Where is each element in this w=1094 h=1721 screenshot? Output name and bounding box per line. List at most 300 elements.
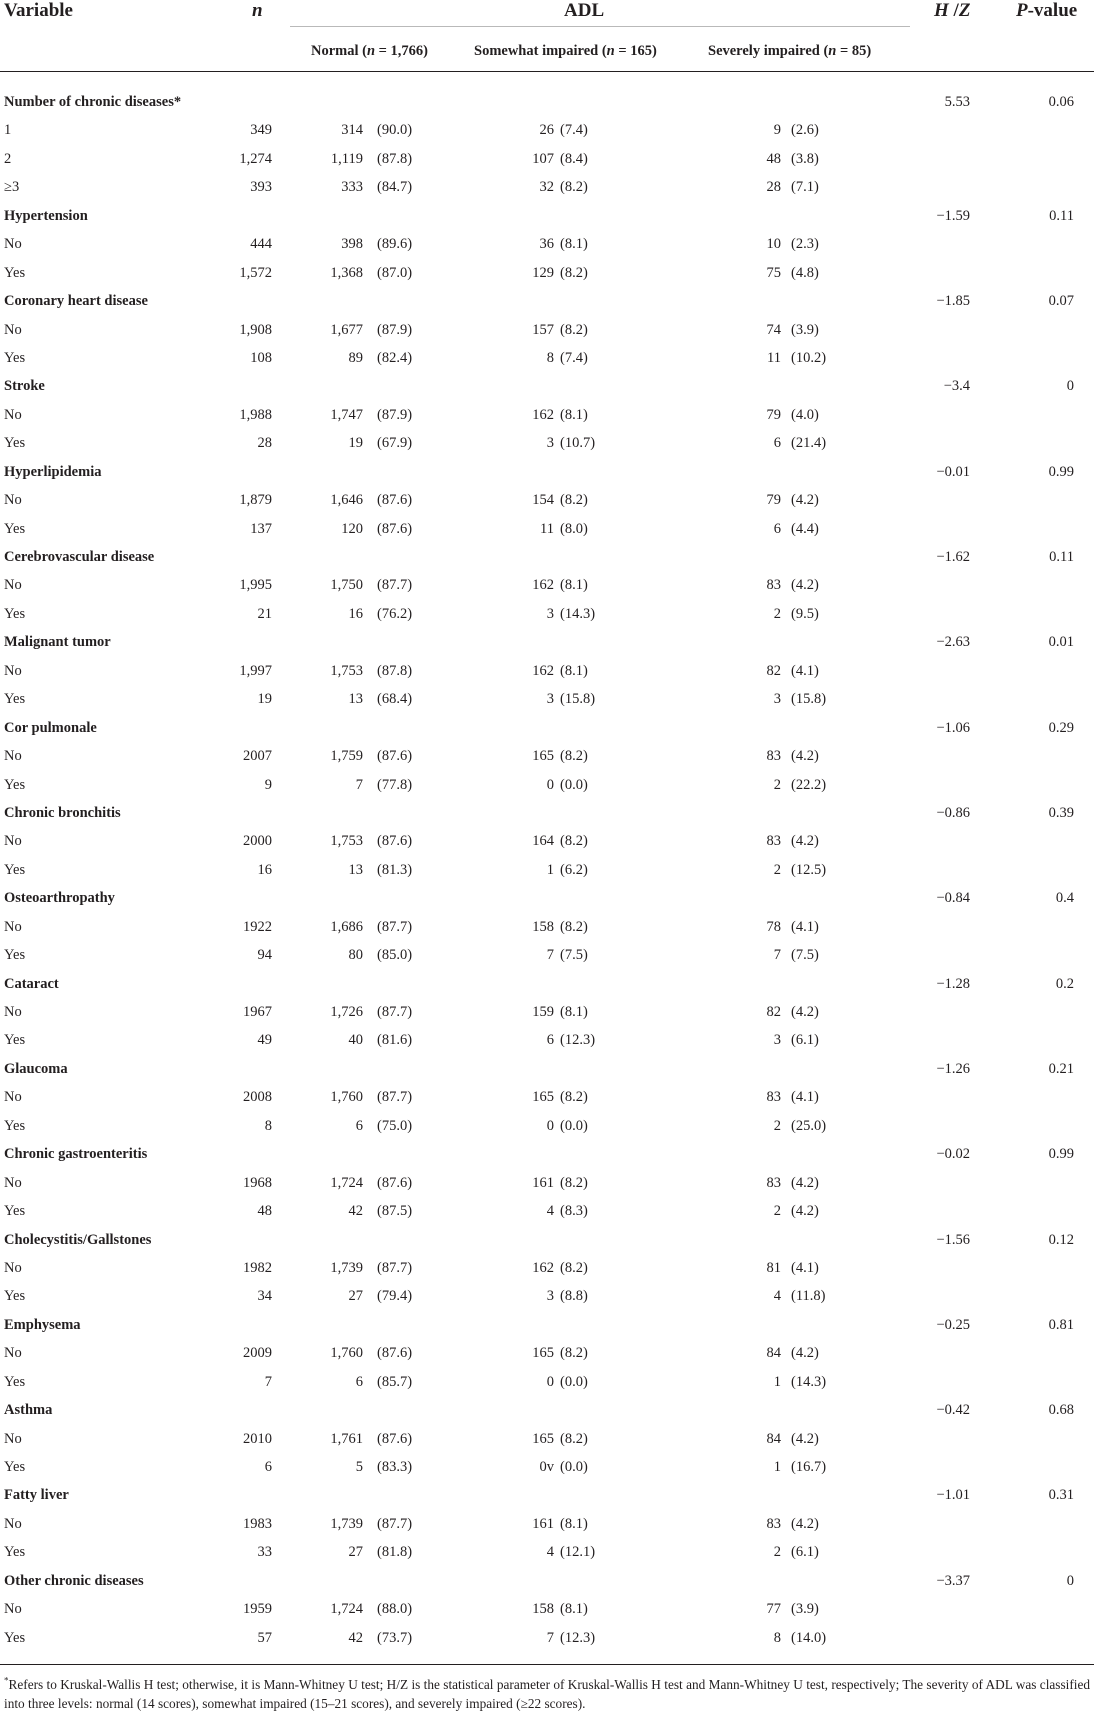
group-hz: −0.25 (936, 1316, 970, 1333)
row-normal-pct: (87.7) (377, 1089, 413, 1106)
table-row (0, 856, 1094, 884)
group-p-value: 0.2 (1055, 975, 1074, 992)
table-row (0, 116, 1094, 144)
row-normal-pct: (68.4) (377, 691, 413, 708)
row-n: 1,572 (239, 264, 272, 281)
row-severe-pct: (2.3) (791, 236, 819, 253)
row-label: No (4, 577, 22, 594)
row-somewhat-pct: (0.0) (560, 1117, 588, 1134)
row-somewhat-pct: (8.2) (560, 1174, 588, 1191)
row-somewhat-pct: (8.8) (560, 1288, 588, 1305)
row-severe-pct: (2.6) (791, 122, 819, 139)
row-normal-count: 1,724 (330, 1174, 363, 1191)
table-row (0, 1254, 1094, 1282)
row-severe-count: 3 (773, 691, 781, 708)
row-label: Yes (4, 1203, 26, 1220)
row-n: 1982 (243, 1259, 272, 1276)
footnote-text: Refers to Kruskal-Wallis H test; otherwise, it is Mann-Whitney U test; H/Z is the statistical parameter of Kruskal-Wallis H test and Mann-Whitney U test, respectively; The severity of ADL was classified into three levels: normal (14 scores), somewhat impaired (15–21 scores), and severely impaired (≥22 scores). (4, 1677, 1090, 1711)
group-p-value: 0.4 (1055, 890, 1074, 907)
header-normal-post: = 1,766) (375, 43, 429, 59)
row-normal-count: 333 (341, 179, 363, 196)
row-normal-pct: (87.6) (377, 748, 413, 765)
row-somewhat-pct: (6.2) (560, 861, 588, 878)
row-normal-count: 1,646 (330, 492, 363, 509)
row-severe-count: 2 (773, 1117, 781, 1134)
table-group-row (0, 884, 1094, 912)
row-somewhat-pct: (8.2) (560, 1345, 588, 1362)
table-group-row (0, 543, 1094, 571)
row-severe-count: 82 (766, 662, 781, 679)
table-row (0, 316, 1094, 344)
row-label: Yes (4, 776, 26, 793)
header-normal-n: n (366, 43, 376, 59)
row-severe-count: 84 (766, 1345, 781, 1362)
row-label: Yes (4, 605, 26, 622)
header-hz-z: Z (958, 0, 971, 21)
row-severe-pct: (4.2) (791, 1430, 819, 1447)
row-severe-pct: (25.0) (791, 1117, 827, 1134)
row-normal-count: 1,739 (330, 1259, 363, 1276)
row-somewhat-count: 161 (532, 1515, 554, 1532)
row-somewhat-pct: (12.1) (560, 1544, 596, 1561)
row-severe-count: 28 (766, 179, 781, 196)
row-label: No (4, 662, 22, 679)
row-somewhat-pct: (8.2) (560, 833, 588, 850)
table-row (0, 1595, 1094, 1623)
row-severe-count: 4 (773, 1288, 781, 1305)
row-n: 1,274 (239, 150, 272, 167)
row-severe-count: 10 (766, 236, 781, 253)
row-severe-pct: (3.9) (791, 321, 819, 338)
row-somewhat-pct: (7.4) (560, 349, 588, 366)
row-normal-count: 1,760 (330, 1089, 363, 1106)
row-somewhat-count: 158 (532, 1601, 554, 1618)
row-somewhat-pct: (8.4) (560, 150, 588, 167)
table-row (0, 173, 1094, 201)
table-body (0, 88, 1094, 1652)
row-somewhat-pct: (14.3) (560, 605, 596, 622)
row-normal-count: 1,753 (330, 833, 363, 850)
row-label: No (4, 833, 22, 850)
row-somewhat-pct: (8.2) (560, 492, 588, 509)
row-severe-count: 83 (766, 577, 781, 594)
row-label: Yes (4, 947, 26, 964)
row-somewhat-count: 3 (546, 1288, 554, 1305)
row-normal-count: 6 (355, 1117, 363, 1134)
row-severe-pct: (21.4) (791, 435, 827, 452)
row-severe-count: 48 (766, 150, 781, 167)
group-p-value: 0.31 (1048, 1487, 1074, 1504)
row-n: 393 (250, 179, 272, 196)
row-severe-pct: (4.2) (791, 833, 819, 850)
row-label: Yes (4, 1629, 26, 1646)
row-normal-pct: (87.5) (377, 1203, 413, 1220)
row-severe-count: 83 (766, 1089, 781, 1106)
row-n: 33 (257, 1544, 272, 1561)
table-row (0, 1197, 1094, 1225)
row-n: 349 (250, 122, 272, 139)
row-severe-pct: (4.0) (791, 406, 819, 423)
row-severe-pct: (4.2) (791, 1515, 819, 1532)
row-somewhat-pct: (12.3) (560, 1629, 596, 1646)
table-row (0, 571, 1094, 599)
row-label: 1 (4, 122, 12, 139)
row-normal-count: 5 (355, 1459, 363, 1475)
row-label: No (4, 1089, 22, 1106)
row-severe-pct: (14.0) (791, 1629, 827, 1646)
row-normal-pct: (87.6) (377, 1174, 413, 1191)
row-severe-pct: (4.8) (791, 264, 819, 281)
row-severe-pct: (15.8) (791, 691, 827, 708)
row-n: 94 (257, 947, 272, 964)
row-normal-pct: (83.3) (377, 1459, 413, 1475)
row-severe-pct: (3.8) (791, 150, 819, 167)
row-normal-count: 120 (341, 520, 363, 537)
group-p-value: 0.07 (1048, 293, 1074, 310)
group-hz: −0.42 (936, 1402, 970, 1419)
row-somewhat-count: 0 (546, 1117, 554, 1134)
group-p-value: 0.21 (1048, 1060, 1074, 1077)
row-label: 2 (4, 150, 12, 167)
table-group-row (0, 1140, 1094, 1168)
row-normal-count: 42 (348, 1629, 363, 1646)
row-somewhat-count: 164 (532, 833, 554, 850)
row-somewhat-pct: (8.2) (560, 1259, 588, 1276)
row-severe-count: 9 (773, 122, 781, 139)
row-n: 2010 (243, 1430, 272, 1447)
row-normal-pct: (87.6) (377, 833, 413, 850)
row-n: 6 (264, 1459, 272, 1475)
group-p-value: 0.11 (1049, 207, 1074, 224)
header-variable: Variable (4, 0, 73, 21)
row-somewhat-count: 0 (546, 776, 554, 793)
table-group-row (0, 202, 1094, 230)
row-normal-pct: (81.3) (377, 861, 413, 878)
table-row (0, 657, 1094, 685)
table-row (0, 600, 1094, 628)
row-somewhat-count: 157 (532, 321, 554, 338)
group-label: Cor pulmonale (4, 719, 97, 736)
row-normal-count: 1,750 (330, 577, 363, 594)
row-n: 1,908 (239, 321, 272, 338)
row-somewhat-pct: (15.8) (560, 691, 596, 708)
row-n: 137 (250, 520, 272, 537)
group-label: Cerebrovascular disease (4, 549, 155, 565)
header-hz (934, 0, 970, 22)
row-severe-count: 83 (766, 1515, 781, 1532)
row-n: 1959 (243, 1601, 272, 1618)
row-severe-pct: (4.2) (791, 1203, 819, 1220)
row-severe-pct: (12.5) (791, 861, 827, 878)
row-severe-count: 11 (767, 349, 781, 366)
row-somewhat-pct: (8.3) (560, 1203, 588, 1220)
row-severe-pct: (4.2) (791, 1174, 819, 1191)
group-hz: −0.02 (936, 1146, 970, 1163)
row-normal-count: 13 (348, 691, 363, 708)
row-normal-count: 16 (348, 605, 363, 622)
table-group-row (0, 714, 1094, 742)
table-row (0, 1083, 1094, 1111)
row-severe-count: 2 (773, 1544, 781, 1561)
row-n: 9 (264, 776, 272, 793)
row-n: 1,995 (239, 577, 272, 594)
row-severe-pct: (4.1) (791, 1259, 819, 1276)
row-somewhat-count: 165 (532, 1430, 554, 1447)
row-severe-count: 7 (773, 947, 781, 964)
group-label: Glaucoma (4, 1060, 68, 1077)
group-label: Coronary heart disease (4, 293, 148, 310)
table-group-row (0, 799, 1094, 827)
header-severe-pre: Severely impaired ( (708, 43, 829, 59)
row-somewhat-count: 0v (539, 1459, 554, 1475)
group-label: Malignant tumor (4, 634, 111, 651)
header-somewhat-impaired (474, 42, 657, 60)
group-p-value: 0.11 (1049, 549, 1074, 565)
group-label: Chronic bronchitis (4, 804, 121, 821)
row-normal-count: 1,759 (330, 748, 363, 765)
row-somewhat-pct: (0.0) (560, 1459, 588, 1475)
row-label: Yes (4, 264, 26, 281)
row-normal-count: 89 (348, 349, 363, 366)
row-somewhat-count: 3 (546, 605, 554, 622)
table-group-row (0, 628, 1094, 656)
table-row (0, 771, 1094, 799)
header-hz-slash: / (948, 0, 959, 21)
row-normal-pct: (84.7) (377, 179, 413, 196)
row-n: 1967 (243, 1004, 272, 1020)
table-row (0, 685, 1094, 713)
row-normal-pct: (87.7) (377, 577, 413, 594)
table-row (0, 1453, 1094, 1481)
group-hz: −1.26 (936, 1060, 970, 1077)
row-label: Yes (4, 1544, 26, 1561)
row-normal-pct: (87.7) (377, 1259, 413, 1276)
table-row (0, 1169, 1094, 1197)
table-row (0, 1425, 1094, 1453)
row-label: No (4, 1430, 22, 1447)
row-severe-pct: (7.1) (791, 179, 819, 196)
header-somewhat-n: n (606, 43, 615, 59)
row-normal-pct: (81.8) (377, 1544, 413, 1561)
row-normal-pct: (87.7) (377, 918, 413, 935)
row-severe-pct: (3.9) (791, 1601, 819, 1618)
table-group-row (0, 372, 1094, 400)
row-somewhat-pct: (8.2) (560, 1089, 588, 1106)
table-group-row (0, 970, 1094, 998)
row-severe-count: 77 (766, 1601, 781, 1618)
group-label: Other chronic diseases (4, 1572, 144, 1589)
header-normal (311, 42, 428, 60)
row-n: 1,879 (239, 492, 272, 509)
row-normal-count: 314 (341, 122, 363, 139)
group-label: Fatty liver (4, 1487, 69, 1504)
row-n: 2008 (243, 1089, 272, 1106)
group-p-value: 0.39 (1048, 804, 1074, 821)
row-severe-count: 84 (766, 1430, 781, 1447)
row-normal-count: 27 (348, 1288, 363, 1305)
header-n: n (252, 0, 263, 21)
row-severe-count: 83 (766, 1174, 781, 1191)
row-normal-pct: (88.0) (377, 1601, 413, 1618)
row-severe-count: 74 (766, 321, 781, 338)
group-hz: −3.4 (943, 378, 970, 395)
header-severe-n: n (828, 43, 837, 59)
footnote (4, 1676, 1090, 1713)
row-somewhat-pct: (8.1) (560, 1601, 588, 1618)
row-label: No (4, 236, 22, 253)
row-somewhat-pct: (8.1) (560, 236, 588, 253)
row-severe-count: 79 (766, 492, 781, 509)
row-somewhat-count: 32 (539, 179, 554, 196)
row-n: 19 (257, 691, 272, 708)
table-row (0, 1026, 1094, 1054)
row-somewhat-pct: (8.2) (560, 264, 588, 281)
group-hz: −0.86 (936, 804, 970, 821)
header-bottom-rule (0, 71, 1094, 72)
row-somewhat-pct: (12.3) (560, 1032, 596, 1049)
row-somewhat-count: 11 (540, 520, 554, 537)
row-severe-pct: (11.8) (791, 1288, 826, 1305)
row-normal-pct: (89.6) (377, 236, 413, 253)
row-severe-count: 78 (766, 918, 781, 935)
row-somewhat-count: 107 (532, 150, 554, 167)
row-somewhat-count: 26 (539, 122, 554, 139)
row-n: 108 (250, 349, 272, 366)
group-hz: −3.37 (936, 1572, 970, 1589)
table-row (0, 259, 1094, 287)
group-label: Emphysema (4, 1316, 81, 1333)
row-label: Yes (4, 1032, 26, 1049)
row-label: No (4, 1004, 22, 1020)
row-n: 1,997 (239, 662, 272, 679)
row-label: Yes (4, 1288, 26, 1305)
row-severe-count: 83 (766, 748, 781, 765)
row-n: 57 (257, 1629, 272, 1646)
table-group-row (0, 1567, 1094, 1595)
row-somewhat-count: 154 (532, 492, 554, 509)
table-row (0, 1112, 1094, 1140)
row-normal-pct: (87.8) (377, 662, 413, 679)
row-somewhat-count: 3 (546, 435, 554, 452)
row-normal-count: 1,119 (330, 150, 363, 167)
table-row (0, 913, 1094, 941)
group-p-value: 0.29 (1048, 719, 1074, 736)
row-somewhat-count: 165 (532, 1089, 554, 1106)
row-normal-pct: (87.7) (377, 1515, 413, 1532)
row-somewhat-pct: (8.2) (560, 179, 588, 196)
row-normal-count: 1,686 (330, 918, 363, 935)
header-somewhat-post: = 165) (614, 43, 657, 59)
row-severe-count: 82 (766, 1004, 781, 1020)
table-group-row (0, 287, 1094, 315)
row-severe-count: 3 (773, 1032, 781, 1049)
row-label: No (4, 1345, 22, 1362)
group-p-value: 0 (1066, 378, 1074, 395)
table-row (0, 827, 1094, 855)
row-normal-count: 1,726 (330, 1004, 363, 1020)
row-normal-count: 27 (348, 1544, 363, 1561)
row-normal-count: 1,739 (330, 1515, 363, 1532)
header-severe-post: = 85) (836, 43, 872, 59)
table-row (0, 401, 1094, 429)
row-normal-count: 398 (341, 236, 363, 253)
row-normal-pct: (87.6) (377, 1430, 413, 1447)
table-row (0, 230, 1094, 258)
row-somewhat-count: 165 (532, 1345, 554, 1362)
row-label: No (4, 748, 22, 765)
table-row (0, 1368, 1094, 1396)
row-severe-count: 2 (773, 605, 781, 622)
row-normal-count: 1,677 (330, 321, 363, 338)
row-label: No (4, 1259, 22, 1276)
row-somewhat-pct: (7.5) (560, 947, 588, 964)
row-somewhat-count: 162 (532, 1259, 554, 1276)
group-hz: −0.84 (936, 890, 970, 907)
row-n: 1968 (243, 1174, 272, 1191)
row-somewhat-count: 4 (546, 1544, 554, 1561)
row-normal-pct: (87.6) (377, 492, 413, 509)
row-severe-pct: (4.2) (791, 577, 819, 594)
row-normal-count: 1,747 (330, 406, 363, 423)
table-row (0, 941, 1094, 969)
row-somewhat-count: 4 (546, 1203, 554, 1220)
row-normal-pct: (90.0) (377, 122, 413, 139)
footnote-marker: * (4, 1675, 9, 1686)
row-label: Yes (4, 861, 26, 878)
row-normal-pct: (87.6) (377, 520, 413, 537)
row-somewhat-pct: (8.1) (560, 406, 588, 423)
row-label: No (4, 406, 22, 423)
row-somewhat-pct: (8.1) (560, 662, 588, 679)
row-somewhat-pct: (8.2) (560, 321, 588, 338)
row-severe-pct: (4.2) (791, 1345, 819, 1362)
row-somewhat-count: 158 (532, 918, 554, 935)
row-somewhat-count: 159 (532, 1004, 554, 1020)
row-normal-pct: (87.6) (377, 1345, 413, 1362)
row-somewhat-count: 162 (532, 406, 554, 423)
row-severe-pct: (4.2) (791, 748, 819, 765)
row-somewhat-count: 129 (532, 264, 554, 281)
row-severe-count: 75 (766, 264, 781, 281)
group-p-value: 0.81 (1048, 1316, 1074, 1333)
row-normal-count: 1,753 (330, 662, 363, 679)
table-group-row (0, 458, 1094, 486)
table-row (0, 1510, 1094, 1538)
row-severe-pct: (9.5) (791, 605, 819, 622)
row-label: No (4, 321, 22, 338)
row-severe-pct: (7.5) (791, 947, 819, 964)
row-normal-pct: (67.9) (377, 435, 413, 452)
group-label: Hyperlipidemia (4, 463, 102, 480)
group-hz: −0.01 (936, 463, 970, 480)
row-normal-count: 1,761 (330, 1430, 363, 1447)
row-normal-count: 6 (355, 1373, 363, 1390)
row-normal-count: 19 (348, 435, 363, 452)
row-severe-pct: (16.7) (791, 1459, 827, 1475)
row-somewhat-count: 7 (546, 1629, 554, 1646)
group-label: Cataract (4, 975, 59, 992)
row-severe-pct: (22.2) (791, 776, 827, 793)
group-label: Hypertension (4, 207, 88, 224)
group-label: Osteoarthropathy (4, 890, 115, 907)
row-normal-pct: (87.9) (377, 406, 413, 423)
row-somewhat-count: 7 (546, 947, 554, 964)
row-somewhat-pct: (8.2) (560, 1430, 588, 1447)
group-label: Cholecystitis/Gallstones (4, 1231, 152, 1248)
row-severe-pct: (4.4) (791, 520, 819, 537)
row-severe-pct: (6.1) (791, 1032, 819, 1049)
row-somewhat-count: 36 (539, 236, 554, 253)
